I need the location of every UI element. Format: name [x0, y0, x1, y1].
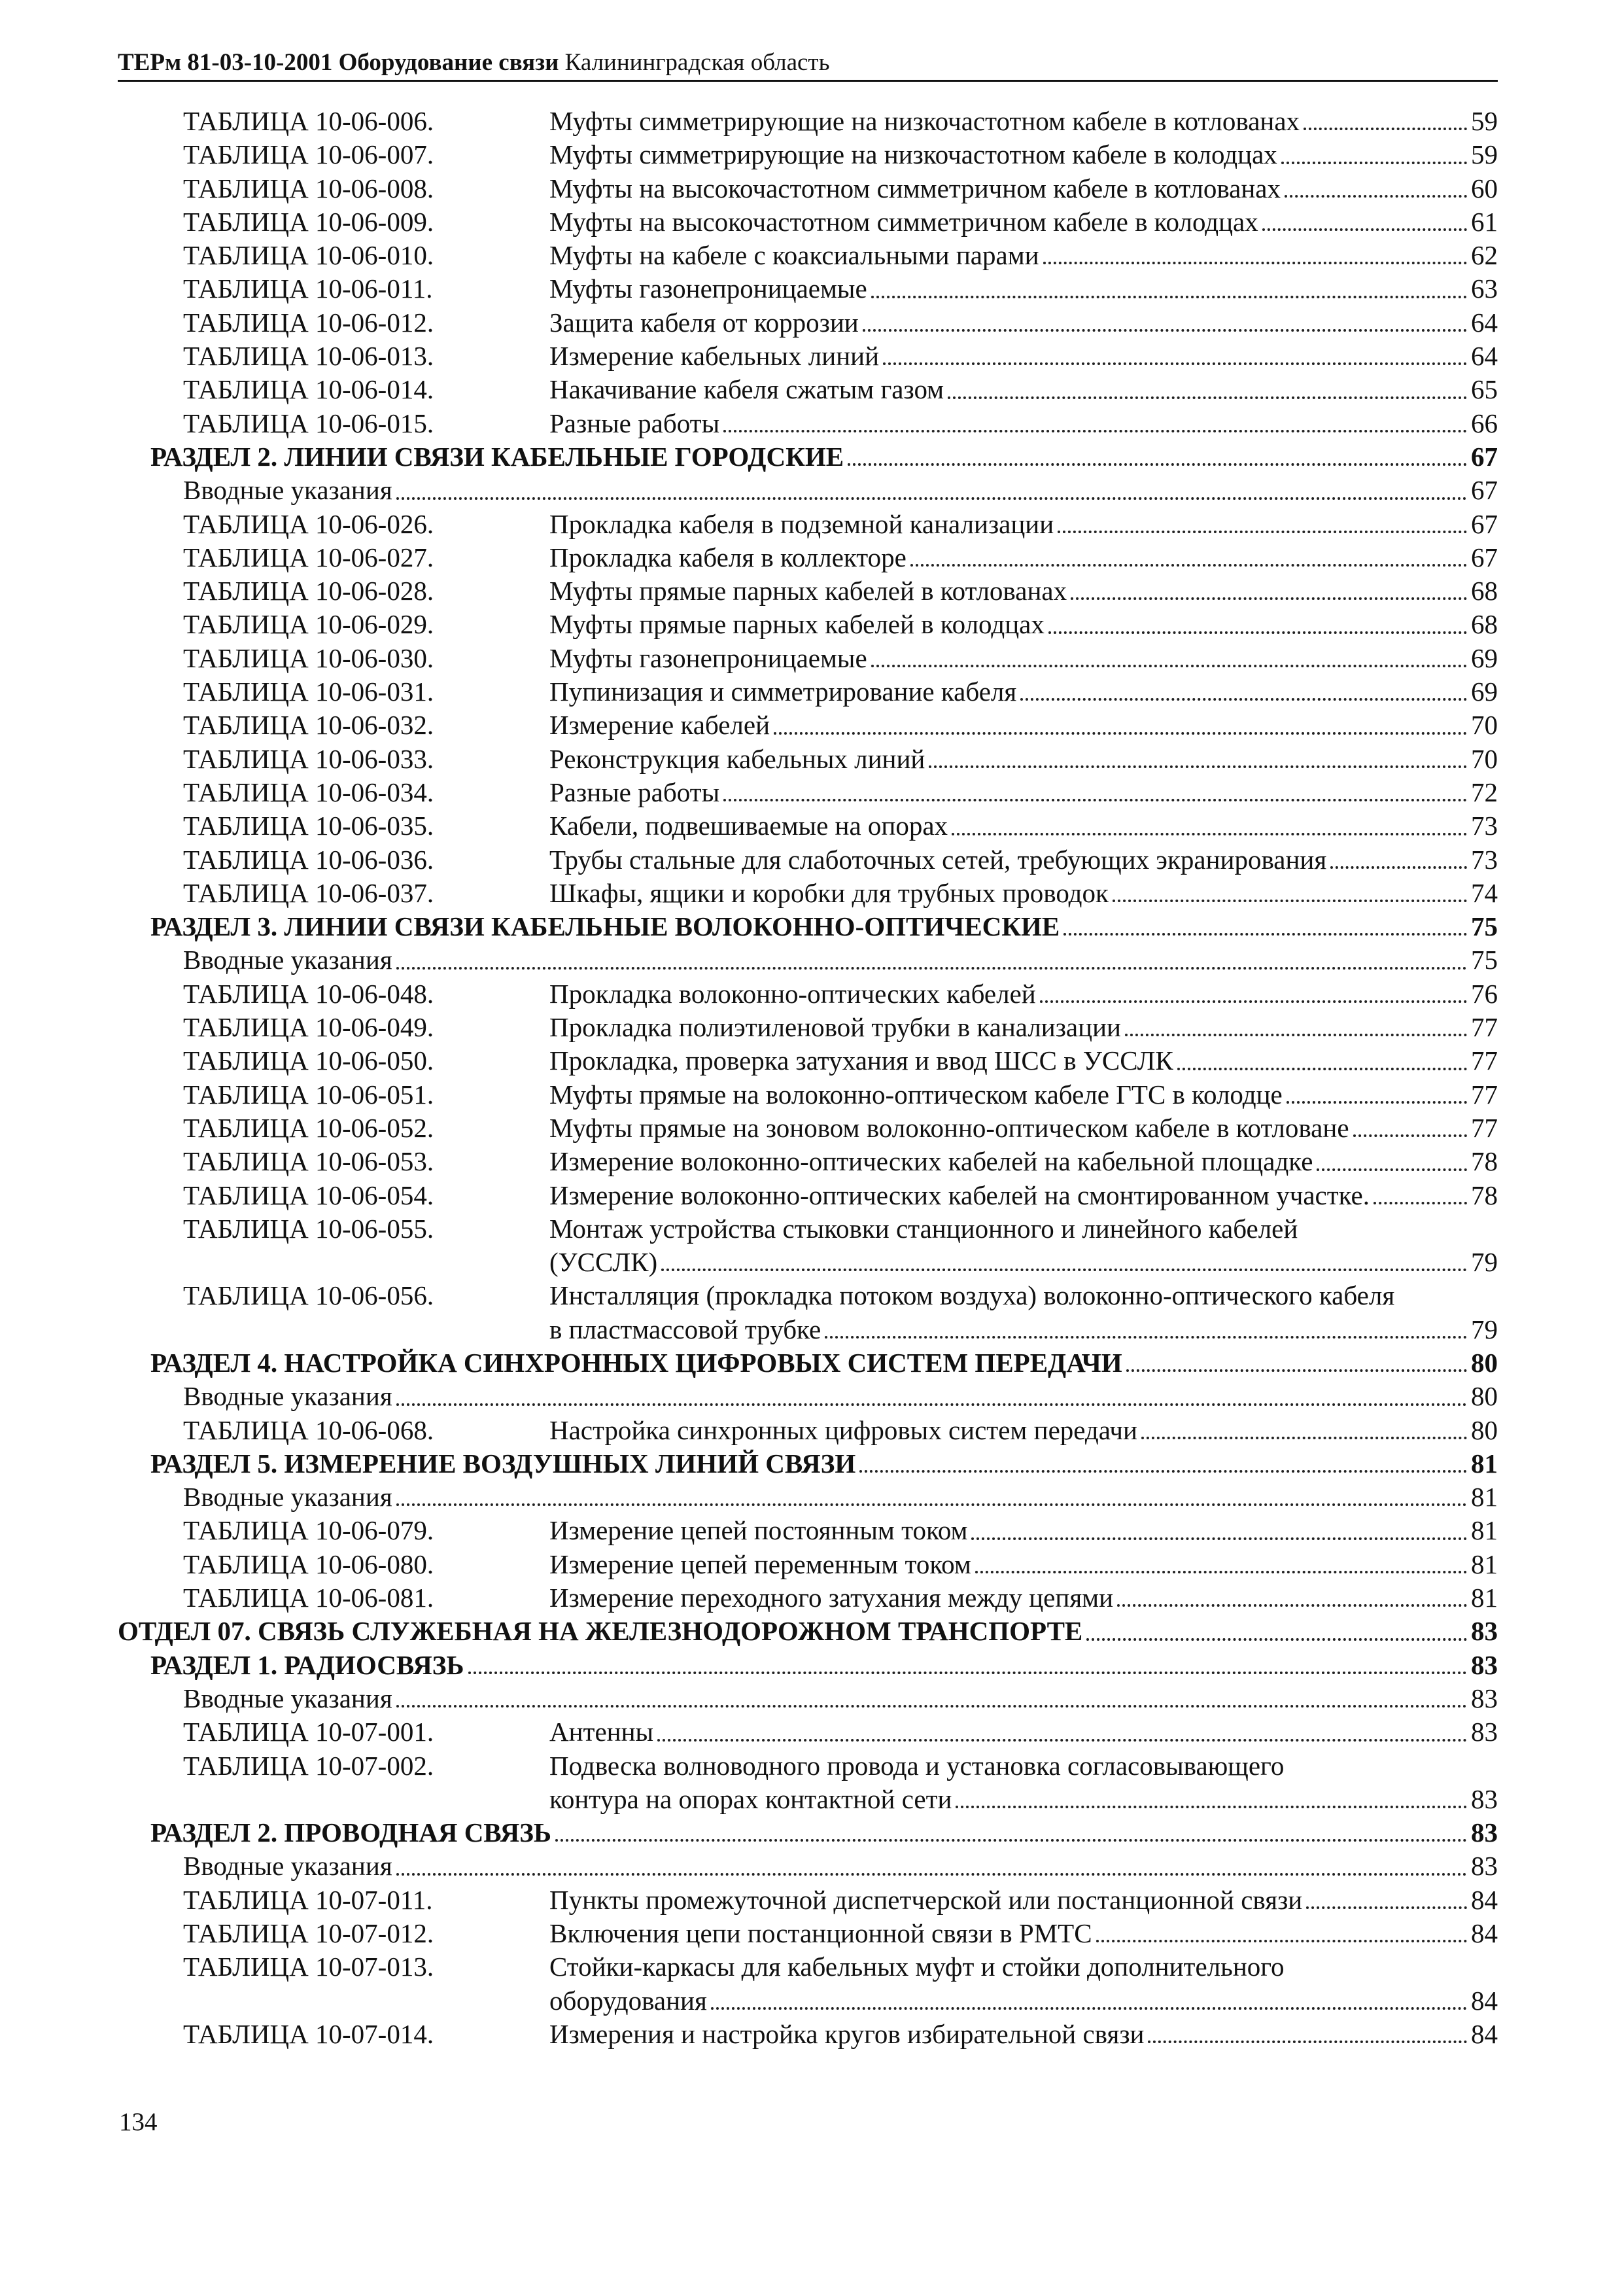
dot-leader	[1353, 1134, 1467, 1137]
dot-leader	[1317, 1168, 1467, 1171]
toc-entry-code: ТАБЛИЦА 10-06-007.	[183, 139, 434, 170]
toc-entry-title: Реконструкция кабельных линий	[549, 743, 925, 774]
toc-entry-page: 83	[1471, 1717, 1498, 1747]
toc-entry-title: Кабели, подвешиваемые на опорах	[549, 811, 948, 841]
toc-entry	[118, 1581, 1498, 1615]
toc-entry-code: ТАБЛИЦА 10-07-013.	[183, 1952, 434, 1982]
toc-entry-page: 75	[1471, 911, 1498, 942]
dot-leader	[1058, 531, 1467, 533]
toc-entry-page: 78	[1471, 1146, 1498, 1177]
toc-entry-page: 76	[1471, 978, 1498, 1009]
header-region: Калининградская область	[564, 49, 830, 76]
toc-section-heading	[118, 910, 1498, 943]
toc-entry-title: Измерение волоконно-оптических кабелей на кабельной площадке	[549, 1146, 1313, 1177]
dot-leader	[975, 1571, 1467, 1573]
toc-entry	[118, 1179, 1498, 1212]
dot-leader	[956, 1806, 1467, 1808]
toc-entry-page: 84	[1471, 1884, 1498, 1915]
header-document-code: ТЕРм 81-03-10-2001 Оборудование связи	[118, 49, 559, 76]
toc-entry-page: 80	[1471, 1381, 1498, 1412]
toc-entry-continuation	[118, 1313, 1498, 1346]
toc-entry-title: РАЗДЕЛ 5. ИЗМЕРЕНИЕ ВОЗДУШНЫХ ЛИНИЙ СВЯЗИ	[150, 1448, 856, 1479]
toc-entry	[118, 138, 1498, 171]
dot-leader	[1125, 1034, 1467, 1036]
toc-entry-code: ТАБЛИЦА 10-06-056.	[183, 1280, 434, 1311]
toc-entry	[118, 373, 1498, 406]
dot-leader	[1071, 597, 1467, 600]
dot-leader	[1141, 1437, 1467, 1439]
toc-section-heading	[118, 1816, 1498, 1849]
toc-entry-page: 64	[1471, 341, 1498, 372]
toc-entry-title: Измерение волоконно-оптических кабелей на смонтированном участке.	[549, 1180, 1370, 1210]
toc-entry-code: ТАБЛИЦА 10-06-010.	[183, 240, 434, 271]
toc-entry-title: РАЗДЕЛ 1. РАДИОСВЯЗЬ	[150, 1649, 464, 1680]
toc-entry-title-continued: контура на опорах контактной сети	[549, 1783, 952, 1814]
dot-leader	[929, 765, 1467, 768]
toc-entry-code: ТАБЛИЦА 10-06-032.	[183, 710, 434, 741]
toc-entry	[118, 843, 1498, 877]
dot-leader	[1126, 1369, 1467, 1372]
dot-leader	[1177, 1068, 1467, 1070]
toc-entry-code: ТАБЛИЦА 10-07-011.	[183, 1884, 433, 1915]
toc-entry-code: ТАБЛИЦА 10-06-050.	[183, 1045, 434, 1076]
dot-leader	[661, 1269, 1467, 1271]
toc-entry-page: 79	[1471, 1314, 1498, 1344]
toc-entry-page: 67	[1471, 508, 1498, 539]
toc-entry-title: Прокладка, проверка затухания и ввод ШСС в УССЛК	[549, 1045, 1173, 1076]
toc-entry-title-continued: оборудования	[549, 1985, 707, 2016]
toc-entry	[118, 943, 1498, 977]
toc-entry-page: 70	[1471, 710, 1498, 741]
dot-leader	[1063, 933, 1467, 936]
dot-leader	[396, 967, 1467, 970]
toc-entry-title: Подвеска волноводного провода и установка согласовывающего	[549, 1750, 1285, 1781]
dot-leader	[1148, 2041, 1467, 2043]
dot-leader	[971, 1537, 1467, 1540]
toc-entry-code: ТАБЛИЦА 10-07-001.	[183, 1717, 434, 1747]
toc-entry-page: 68	[1471, 609, 1498, 640]
toc-entry	[118, 541, 1498, 574]
toc-entry-title: Муфты симметрирующие на низкочастотном кабеле в колодцах	[549, 139, 1277, 170]
toc-entry-title: Муфты прямые парных кабелей в котлованах	[549, 576, 1067, 606]
dot-leader	[468, 1672, 1467, 1674]
toc-entry-title: Вводные указания	[183, 475, 392, 506]
toc-entry-code: ТАБЛИЦА 10-06-029.	[183, 609, 434, 640]
dot-leader	[859, 1470, 1467, 1473]
toc-entry-page: 67	[1471, 441, 1498, 472]
dot-leader	[825, 1336, 1467, 1339]
toc-entry-code: ТАБЛИЦА 10-07-002.	[183, 1750, 434, 1781]
toc-entry-code: ТАБЛИЦА 10-06-034.	[183, 777, 434, 807]
toc-entry-code: ТАБЛИЦА 10-06-031.	[183, 676, 434, 707]
toc-entry-title: Защита кабеля от коррозии	[549, 307, 859, 338]
toc-entry-page: 61	[1471, 206, 1498, 237]
dot-leader	[1281, 162, 1467, 164]
toc-entry	[118, 172, 1498, 205]
toc-entry-page: 84	[1471, 1918, 1498, 1949]
toc-entry-code: ТАБЛИЦА 10-06-037.	[183, 877, 434, 908]
toc-entry-title: Измерения и настройка кругов избирательной связи	[549, 2018, 1145, 2049]
toc-entry-page: 83	[1471, 1649, 1498, 1680]
toc-entry-title: Монтаж устройства стыковки станционного и линейного кабелей	[549, 1213, 1298, 1244]
toc-entry	[118, 776, 1498, 809]
toc-entry-code: ТАБЛИЦА 10-06-008.	[183, 173, 434, 203]
toc-section-heading	[118, 1649, 1498, 1682]
toc-entry-title: Измерение кабельных линий	[549, 341, 880, 372]
dot-leader	[863, 329, 1467, 332]
toc-entry	[118, 1380, 1498, 1413]
toc-entry	[118, 205, 1498, 239]
dot-leader	[711, 2007, 1467, 2010]
toc-entry-title: Шкафы, ящики и коробки для трубных проводок	[549, 877, 1109, 908]
toc-entry-title: РАЗДЕЛ 2. ЛИНИИ СВЯЗИ КАБЕЛЬНЫЕ ГОРОДСКИЕ	[150, 441, 844, 472]
dot-leader	[1040, 1000, 1467, 1003]
toc-entry	[118, 1715, 1498, 1749]
dot-leader	[910, 564, 1467, 567]
toc-entry-page: 77	[1471, 1112, 1498, 1143]
toc-entry-page: 73	[1471, 844, 1498, 875]
toc-entry-title-continued: (УССЛК)	[549, 1247, 658, 1278]
toc-entry-title: Трубы стальные для слаботочных сетей, требующих экранирования	[549, 844, 1327, 875]
toc-entry-code: ТАБЛИЦА 10-06-054.	[183, 1180, 434, 1210]
toc-entry-page: 77	[1471, 1079, 1498, 1110]
toc-entry	[118, 1514, 1498, 1547]
toc-entry-title: РАЗДЕЛ 2. ПРОВОДНАЯ СВЯЗЬ	[150, 1817, 551, 1848]
toc-entry-code: ТАБЛИЦА 10-06-012.	[183, 307, 434, 338]
dot-leader	[1306, 1906, 1467, 1909]
toc-entry-code: ТАБЛИЦА 10-06-055.	[183, 1213, 434, 1244]
toc-entry	[118, 1749, 1498, 1783]
toc-entry-page: 84	[1471, 1985, 1498, 2016]
toc-entry-page: 70	[1471, 743, 1498, 774]
toc-entry	[118, 239, 1498, 272]
toc-entry-page: 84	[1471, 2018, 1498, 2049]
toc-entry	[118, 1279, 1498, 1312]
dot-leader	[723, 799, 1467, 801]
toc-entry	[118, 1917, 1498, 1950]
toc-entry	[118, 2018, 1498, 2051]
toc-entry	[118, 1849, 1498, 1883]
toc-division-heading	[118, 1615, 1498, 1648]
toc-entry	[118, 1044, 1498, 1077]
toc-entry-title: Муфты прямые на волоконно-оптическом кабеле ГТС в колодце	[549, 1079, 1283, 1110]
dot-leader	[657, 1739, 1467, 1742]
toc-entry-page: 81	[1471, 1482, 1498, 1513]
toc-entry-code: ТАБЛИЦА 10-06-015.	[183, 408, 434, 438]
toc-entry-page: 80	[1471, 1347, 1498, 1378]
toc-entry	[118, 474, 1498, 507]
toc-entry-code: ТАБЛИЦА 10-06-079.	[183, 1515, 434, 1546]
toc-entry	[118, 1414, 1498, 1447]
toc-entry	[118, 508, 1498, 541]
toc-entry	[118, 340, 1498, 373]
toc-entry-page: 60	[1471, 173, 1498, 203]
dot-leader	[774, 732, 1467, 735]
toc-entry-title: Вводные указания	[183, 1683, 392, 1713]
dot-leader	[396, 1705, 1467, 1708]
toc-entry	[118, 1011, 1498, 1044]
toc-entry-code: ТАБЛИЦА 10-06-052.	[183, 1112, 434, 1143]
toc-entry-page: 59	[1471, 139, 1498, 170]
toc-entry	[118, 709, 1498, 742]
toc-section-heading	[118, 1346, 1498, 1380]
dot-leader	[1117, 1604, 1467, 1607]
toc-entry-code: ТАБЛИЦА 10-06-014.	[183, 374, 434, 405]
toc-entry-page: 81	[1471, 1448, 1498, 1479]
toc-entry	[118, 272, 1498, 306]
dot-leader	[396, 497, 1467, 500]
toc-entry-code: ТАБЛИЦА 10-06-081.	[183, 1583, 434, 1613]
toc-entry-page: 63	[1471, 273, 1498, 304]
toc-entry-code: ТАБЛИЦА 10-06-027.	[183, 542, 434, 572]
toc-entry-code: ТАБЛИЦА 10-06-026.	[183, 508, 434, 539]
toc-entry-title: Прокладка кабеля в коллекторе	[549, 542, 907, 572]
toc-entry-page: 77	[1471, 1045, 1498, 1076]
toc-entry-title: Стойки-каркасы для кабельных муфт и стойки дополнительного	[549, 1952, 1285, 1982]
toc-entry	[118, 1078, 1498, 1112]
toc-entry-title: Прокладка волоконно-оптических кабелей	[549, 978, 1036, 1009]
dot-leader	[883, 362, 1467, 365]
toc-entry-code: ТАБЛИЦА 10-06-080.	[183, 1549, 434, 1579]
toc-entry-page: 81	[1471, 1515, 1498, 1546]
toc-entry-title: Разные работы	[549, 777, 720, 807]
toc-entry-code: ТАБЛИЦА 10-06-033.	[183, 743, 434, 774]
toc-entry-title: Пупинизация и симметрирование кабеля	[549, 676, 1017, 707]
toc-entry	[118, 1480, 1498, 1514]
toc-entry	[118, 809, 1498, 843]
toc-entry	[118, 1682, 1498, 1715]
toc-entry-title: Вводные указания	[183, 945, 392, 975]
toc-entry-page: 66	[1471, 408, 1498, 438]
toc-entry-title: Измерение кабелей	[549, 710, 770, 741]
toc-entry-code: ТАБЛИЦА 10-07-012.	[183, 1918, 434, 1949]
toc-entry-page: 74	[1471, 877, 1498, 908]
toc-entry-title: ОТДЕЛ 07. СВЯЗЬ СЛУЖЕБНАЯ НА ЖЕЛЕЗНОДОРОЖНОМ ТРАНСПОРТЕ	[118, 1616, 1083, 1647]
toc-entry-title: РАЗДЕЛ 4. НАСТРОЙКА СИНХРОННЫХ ЦИФРОВЫХ СИСТЕМ ПЕРЕДАЧИ	[150, 1347, 1122, 1378]
toc-entry-title: Муфты симметрирующие на низкочастотном кабеле в котлованах	[549, 106, 1300, 136]
toc-entry-page: 62	[1471, 240, 1498, 271]
toc-entry-title: Прокладка полиэтиленовой трубки в канализации	[549, 1012, 1121, 1043]
table-of-contents	[118, 105, 1498, 2051]
dot-leader	[1285, 195, 1467, 198]
toc-entry	[118, 1145, 1498, 1178]
dot-leader	[952, 833, 1467, 835]
toc-entry-page: 79	[1471, 1247, 1498, 1278]
toc-entry-title: РАЗДЕЛ 3. ЛИНИИ СВЯЗИ КАБЕЛЬНЫЕ ВОЛОКОННО-ОПТИЧЕСКИЕ	[150, 911, 1060, 942]
toc-entry-code: ТАБЛИЦА 10-06-048.	[183, 978, 434, 1009]
toc-entry-code: ТАБЛИЦА 10-06-009.	[183, 206, 434, 237]
toc-entry-code: ТАБЛИЦА 10-06-036.	[183, 844, 434, 875]
page-number: 134	[119, 2108, 158, 2136]
toc-entry-code: ТАБЛИЦА 10-06-068.	[183, 1414, 434, 1445]
toc-entry-page: 65	[1471, 374, 1498, 405]
running-header	[118, 48, 1498, 82]
toc-entry-title: Накачивание кабеля сжатым газом	[549, 374, 944, 405]
toc-entry-title: Измерение переходного затухания между цепями	[549, 1583, 1114, 1613]
toc-entry-title: Муфты газонепроницаемые	[549, 273, 867, 304]
toc-entry-code: ТАБЛИЦА 10-07-014.	[183, 2018, 434, 2049]
toc-entry-page: 73	[1471, 811, 1498, 841]
toc-entry-title: Вводные указания	[183, 1482, 392, 1513]
toc-entry-title: Пункты промежуточной диспетчерской или постанционной связи	[549, 1884, 1303, 1915]
toc-entry-page: 77	[1471, 1012, 1498, 1043]
toc-entry-code: ТАБЛИЦА 10-06-049.	[183, 1012, 434, 1043]
dot-leader	[555, 1839, 1467, 1842]
toc-entry-title: Включения цепи постанционной связи в РМТС	[549, 1918, 1092, 1949]
toc-entry-page: 83	[1471, 1783, 1498, 1814]
toc-entry-title: Разные работы	[549, 408, 720, 438]
dot-leader	[1287, 1101, 1467, 1104]
dot-leader	[1304, 128, 1467, 130]
toc-entry-page: 67	[1471, 542, 1498, 572]
dot-leader	[871, 296, 1467, 298]
dot-leader	[871, 665, 1467, 667]
toc-entry-page: 69	[1471, 642, 1498, 673]
toc-entry-code: ТАБЛИЦА 10-06-013.	[183, 341, 434, 372]
dot-leader	[1048, 631, 1467, 634]
toc-entry-page: 68	[1471, 576, 1498, 606]
toc-entry	[118, 743, 1498, 776]
toc-entry	[118, 675, 1498, 709]
toc-entry	[118, 1212, 1498, 1246]
toc-entry-title: Муфты на высокочастотном симметричном кабеле в котлованах	[549, 173, 1281, 203]
toc-entry	[118, 105, 1498, 138]
dot-leader	[1096, 1940, 1467, 1942]
toc-entry-continuation	[118, 1783, 1498, 1816]
toc-entry-page: 69	[1471, 676, 1498, 707]
toc-entry-title: Измерение цепей постоянным током	[549, 1515, 968, 1546]
toc-entry-code: ТАБЛИЦА 10-06-035.	[183, 811, 434, 841]
toc-entry-title: Муфты прямые на зоновом волоконно-оптическом кабеле в котловане	[549, 1112, 1349, 1143]
toc-entry-title: Муфты прямые парных кабелей в колодцах	[549, 609, 1045, 640]
toc-entry-title: Муфты на высокочастотном симметричном кабеле в колодцах	[549, 206, 1258, 237]
toc-entry-title: Настройка синхронных цифровых систем передачи	[549, 1414, 1137, 1445]
toc-entry	[118, 407, 1498, 440]
toc-entry	[118, 608, 1498, 641]
toc-entry-code: ТАБЛИЦА 10-06-053.	[183, 1146, 434, 1177]
toc-entry	[118, 1883, 1498, 1917]
toc-entry-title: Прокладка кабеля в подземной канализации	[549, 508, 1054, 539]
dot-leader	[1113, 900, 1467, 902]
toc-entry	[118, 1950, 1498, 1984]
toc-entry-title: Измерение цепей переменным током	[549, 1549, 971, 1579]
toc-section-heading	[118, 440, 1498, 474]
toc-entry	[118, 306, 1498, 340]
toc-entry-page: 64	[1471, 307, 1498, 338]
toc-entry-code: ТАБЛИЦА 10-06-028.	[183, 576, 434, 606]
toc-entry-continuation	[118, 1984, 1498, 2018]
dot-leader	[1086, 1638, 1467, 1641]
toc-entry-title: Антенны	[549, 1717, 654, 1747]
toc-entry-page: 80	[1471, 1414, 1498, 1445]
dot-leader	[723, 430, 1467, 432]
toc-entry-page: 81	[1471, 1549, 1498, 1579]
toc-entry-code: ТАБЛИЦА 10-06-051.	[183, 1079, 434, 1110]
toc-entry-code: ТАБЛИЦА 10-06-011.	[183, 273, 433, 304]
toc-entry	[118, 574, 1498, 608]
toc-entry-page: 59	[1471, 106, 1498, 136]
toc-entry	[118, 977, 1498, 1011]
dot-leader	[848, 463, 1467, 466]
toc-entry-page: 83	[1471, 1683, 1498, 1713]
toc-entry-page: 78	[1471, 1180, 1498, 1210]
toc-entry-code: ТАБЛИЦА 10-06-006.	[183, 106, 434, 136]
toc-section-heading	[118, 1447, 1498, 1480]
toc-entry-title: Инсталляция (прокладка потоком воздуха) волоконно-оптического кабеля	[549, 1280, 1395, 1311]
toc-entry-page: 75	[1471, 945, 1498, 975]
toc-entry-page: 83	[1471, 1851, 1498, 1882]
dot-leader	[1330, 866, 1467, 869]
toc-entry-title: Муфты газонепроницаемые	[549, 642, 867, 673]
toc-entry	[118, 1112, 1498, 1145]
toc-entry-page: 81	[1471, 1583, 1498, 1613]
toc-entry	[118, 1548, 1498, 1581]
dot-leader	[396, 1403, 1467, 1406]
toc-entry-page: 83	[1471, 1817, 1498, 1848]
toc-entry-title: Вводные указания	[183, 1381, 392, 1412]
dot-leader	[1043, 262, 1467, 264]
toc-entry-continuation	[118, 1246, 1498, 1279]
toc-entry-page: 72	[1471, 777, 1498, 807]
toc-entry-code: ТАБЛИЦА 10-06-030.	[183, 642, 434, 673]
dot-leader	[396, 1503, 1467, 1506]
dot-leader	[1020, 698, 1467, 701]
toc-entry	[118, 642, 1498, 675]
dot-leader	[1373, 1202, 1467, 1204]
toc-entry	[118, 877, 1498, 910]
toc-entry-title: Вводные указания	[183, 1851, 392, 1882]
dot-leader	[948, 396, 1467, 399]
toc-entry-title-continued: в пластмассовой трубке	[549, 1314, 821, 1344]
toc-entry-page: 67	[1471, 475, 1498, 506]
dot-leader	[1262, 228, 1467, 231]
dot-leader	[396, 1873, 1467, 1876]
toc-entry-page: 83	[1471, 1616, 1498, 1647]
toc-entry-title: Муфты на кабеле с коаксиальными парами	[549, 240, 1039, 271]
